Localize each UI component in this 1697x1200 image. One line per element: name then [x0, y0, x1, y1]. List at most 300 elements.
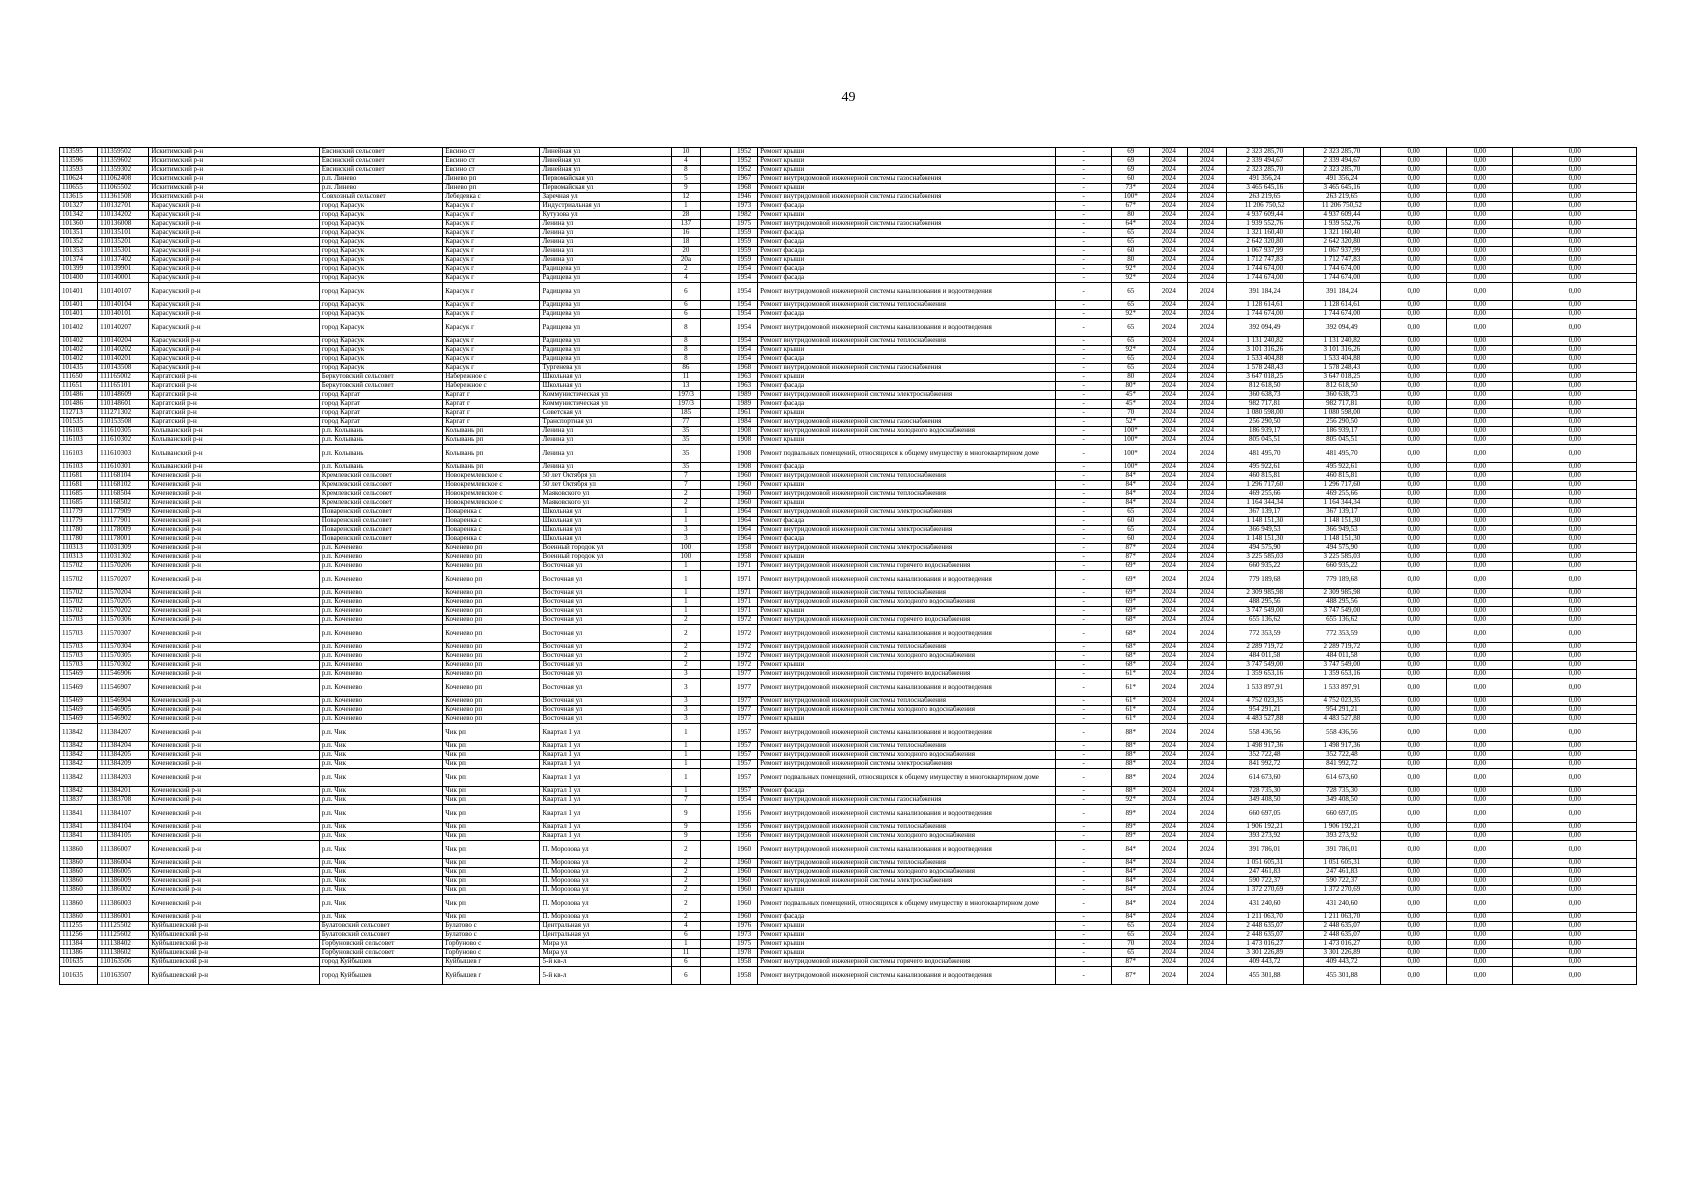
cell-work-id: 111610302	[98, 436, 149, 445]
cell-budget-local: 0,00	[1513, 796, 1637, 805]
cell-work-id: 110148601	[98, 400, 149, 409]
cell-municipality: р.п. Коченево	[319, 571, 442, 589]
cell-work-id: 111138402	[98, 940, 149, 949]
cell-work-type: Ремонт фасада	[758, 382, 1056, 391]
cell-year-built: 1960	[731, 868, 758, 877]
cell-total-cost: 11 206 750,52	[1226, 202, 1303, 211]
cell-municipality: р.п. Чик	[319, 760, 442, 769]
cell-budget-local: 0,00	[1513, 382, 1637, 391]
cell-work-id: 111384209	[98, 760, 149, 769]
cell-budget-federal: 0,00	[1381, 166, 1447, 175]
cell-year-built: 1989	[731, 400, 758, 409]
cell-work-type: Ремонт внутридомовой инженерной системы канализования и водоотведения	[758, 805, 1056, 823]
cell-material: -	[1056, 877, 1112, 886]
table-row	[60, 787, 1637, 796]
cell-street: Ленина ул	[540, 427, 671, 436]
table-row	[60, 490, 1637, 499]
table-row	[60, 418, 1637, 427]
cell-house-number: 2	[671, 859, 700, 868]
cell-budget-local: 0,00	[1513, 544, 1637, 553]
cell-plan-year-start: 2024	[1150, 868, 1188, 877]
cell-budget-local: 0,00	[1513, 310, 1637, 319]
cell-building	[700, 958, 730, 967]
cell-house-number: 4	[671, 157, 700, 166]
cell-fund-amount: 481 495,70	[1303, 445, 1380, 463]
cell-budget-local: 0,00	[1513, 283, 1637, 301]
cell-work-id: 111359302	[98, 166, 149, 175]
cell-total-cost: 366 949,53	[1226, 526, 1303, 535]
cell-wear-percent: 69*	[1112, 607, 1150, 616]
cell-work-id: 111361508	[98, 193, 149, 202]
cell-budget-local: 0,00	[1513, 913, 1637, 922]
table-row	[60, 949, 1637, 958]
cell-work-type: Ремонт крыши	[758, 211, 1056, 220]
cell-municipality: город Карасук	[319, 283, 442, 301]
cell-district: Коченевский р-н	[149, 769, 320, 787]
cell-locality: Поваренка с	[443, 517, 540, 526]
table-row	[60, 796, 1637, 805]
cell-municipality: Евсинский сельсовет	[319, 157, 442, 166]
cell-house-number: 7	[671, 481, 700, 490]
cell-locality: Евсино ст	[443, 166, 540, 175]
cell-year-built: 1972	[731, 625, 758, 643]
cell-work-id: 111570302	[98, 661, 149, 670]
cell-budget-local: 0,00	[1513, 481, 1637, 490]
cell-house-id: 101402	[60, 319, 98, 337]
cell-wear-percent: 67*	[1112, 202, 1150, 211]
cell-house-number: 6	[671, 967, 700, 985]
cell-building	[700, 598, 730, 607]
cell-budget-federal: 0,00	[1381, 157, 1447, 166]
cell-locality: Карасук г	[443, 238, 540, 247]
cell-work-type: Ремонт крыши	[758, 715, 1056, 724]
cell-fund-amount: 3 101 316,26	[1303, 346, 1380, 355]
cell-budget-federal: 0,00	[1381, 373, 1447, 382]
cell-wear-percent: 65	[1112, 526, 1150, 535]
cell-locality: Карасук г	[443, 274, 540, 283]
cell-total-cost: 1 211 063,70	[1226, 913, 1303, 922]
cell-work-id: 111359502	[98, 148, 149, 157]
cell-street: Радищева ул	[540, 310, 671, 319]
cell-house-id: 113841	[60, 832, 98, 841]
cell-fund-amount: 1 067 937,99	[1303, 247, 1380, 256]
cell-budget-federal: 0,00	[1381, 607, 1447, 616]
cell-material: -	[1056, 697, 1112, 706]
cell-locality: Чик рп	[443, 886, 540, 895]
cell-plan-year-end: 2024	[1188, 715, 1226, 724]
cell-year-built: 1954	[731, 346, 758, 355]
cell-budget-federal: 0,00	[1381, 841, 1447, 859]
cell-fund-amount: 1 939 552,76	[1303, 220, 1380, 229]
cell-work-type: Ремонт внутридомовой инженерной системы горячего водоснабжения	[758, 670, 1056, 679]
cell-budget-local: 0,00	[1513, 337, 1637, 346]
cell-budget-federal: 0,00	[1381, 931, 1447, 940]
cell-budget-federal: 0,00	[1381, 391, 1447, 400]
cell-wear-percent: 61*	[1112, 670, 1150, 679]
cell-plan-year-end: 2024	[1188, 301, 1226, 310]
cell-wear-percent: 80	[1112, 211, 1150, 220]
cell-plan-year-start: 2024	[1150, 742, 1188, 751]
cell-house-number: 1	[671, 742, 700, 751]
cell-wear-percent: 61*	[1112, 679, 1150, 697]
cell-district: Коченевский р-н	[149, 742, 320, 751]
cell-budget-local: 0,00	[1513, 643, 1637, 652]
cell-plan-year-start: 2024	[1150, 886, 1188, 895]
cell-budget-local: 0,00	[1513, 355, 1637, 364]
cell-house-id: 111386	[60, 949, 98, 958]
cell-material: -	[1056, 382, 1112, 391]
cell-material: -	[1056, 319, 1112, 337]
cell-building	[700, 445, 730, 463]
cell-budget-local: 0,00	[1513, 364, 1637, 373]
cell-district: Искитимский р-н	[149, 193, 320, 202]
cell-building	[700, 742, 730, 751]
cell-budget-federal: 0,00	[1381, 463, 1447, 472]
cell-house-id: 101399	[60, 265, 98, 274]
cell-municipality: р.п. Чик	[319, 895, 442, 913]
cell-house-id: 111650	[60, 373, 98, 382]
cell-plan-year-start: 2024	[1150, 238, 1188, 247]
cell-locality: Чик рп	[443, 742, 540, 751]
cell-district: Карасукский р-н	[149, 283, 320, 301]
cell-house-id: 101353	[60, 247, 98, 256]
cell-budget-federal: 0,00	[1381, 589, 1447, 598]
cell-work-type: Ремонт внутридомовой инженерной системы электроснабжения	[758, 391, 1056, 400]
cell-plan-year-end: 2024	[1188, 697, 1226, 706]
cell-locality: Коченево рп	[443, 661, 540, 670]
cell-district: Коченевский р-н	[149, 724, 320, 742]
cell-street: Ленина ул	[540, 256, 671, 265]
cell-budget-local: 0,00	[1513, 931, 1637, 940]
cell-locality: Карасук г	[443, 220, 540, 229]
table-row	[60, 760, 1637, 769]
cell-house-id: 115469	[60, 670, 98, 679]
cell-work-type: Ремонт крыши	[758, 184, 1056, 193]
cell-work-id: 111168502	[98, 499, 149, 508]
cell-budget-federal: 0,00	[1381, 895, 1447, 913]
cell-house-id: 116103	[60, 427, 98, 436]
cell-locality: Карасук г	[443, 337, 540, 346]
cell-work-type: Ремонт подвальных помещений, относящихся к общему имуществу в многоквартирном доме	[758, 895, 1056, 913]
cell-budget-regional: 0,00	[1447, 373, 1513, 382]
cell-budget-regional: 0,00	[1447, 355, 1513, 364]
cell-street: Радищева ул	[540, 319, 671, 337]
cell-work-id: 111384203	[98, 769, 149, 787]
cell-plan-year-start: 2024	[1150, 859, 1188, 868]
cell-work-id: 111165002	[98, 373, 149, 382]
cell-wear-percent: 84*	[1112, 913, 1150, 922]
cell-material: -	[1056, 760, 1112, 769]
cell-house-number: 2	[671, 868, 700, 877]
cell-district: Карасукский р-н	[149, 202, 320, 211]
cell-house-id: 111255	[60, 922, 98, 931]
cell-total-cost: 3 101 316,26	[1226, 346, 1303, 355]
cell-fund-amount: 247 461,83	[1303, 868, 1380, 877]
cell-material: -	[1056, 841, 1112, 859]
cell-budget-federal: 0,00	[1381, 418, 1447, 427]
cell-year-built: 1960	[731, 859, 758, 868]
cell-building	[700, 463, 730, 472]
cell-district: Искитимский р-н	[149, 166, 320, 175]
cell-wear-percent: 65	[1112, 229, 1150, 238]
cell-budget-regional: 0,00	[1447, 184, 1513, 193]
cell-budget-federal: 0,00	[1381, 481, 1447, 490]
cell-work-type: Ремонт подвальных помещений, относящихся к общему имуществу в многоквартирном доме	[758, 769, 1056, 787]
cell-house-id: 101342	[60, 211, 98, 220]
cell-fund-amount: 1 906 192,21	[1303, 823, 1380, 832]
cell-plan-year-start: 2024	[1150, 148, 1188, 157]
cell-house-number: 4	[671, 922, 700, 931]
cell-street: Заречная ул	[540, 193, 671, 202]
cell-house-id: 110624	[60, 175, 98, 184]
cell-municipality: р.п. Коченево	[319, 715, 442, 724]
cell-work-type: Ремонт внутридомовой инженерной системы канализования и водоотведения	[758, 283, 1056, 301]
cell-wear-percent: 73*	[1112, 184, 1150, 193]
cell-budget-local: 0,00	[1513, 922, 1637, 931]
cell-street: Квартал 1 ул	[540, 787, 671, 796]
cell-locality: Коченево рп	[443, 643, 540, 652]
cell-plan-year-end: 2024	[1188, 940, 1226, 949]
cell-year-built: 1977	[731, 679, 758, 697]
cell-fund-amount: 812 618,50	[1303, 382, 1380, 391]
cell-municipality: город Каргат	[319, 409, 442, 418]
cell-house-number: 3	[671, 706, 700, 715]
table-row	[60, 958, 1637, 967]
cell-year-built: 1975	[731, 220, 758, 229]
cell-house-number: 3	[671, 715, 700, 724]
cell-municipality: р.п. Чик	[319, 859, 442, 868]
cell-budget-local: 0,00	[1513, 940, 1637, 949]
cell-plan-year-start: 2024	[1150, 436, 1188, 445]
cell-municipality: р.п. Коченево	[319, 562, 442, 571]
cell-street: Восточная ул	[540, 598, 671, 607]
cell-building	[700, 859, 730, 868]
cell-locality: Чик рп	[443, 841, 540, 859]
cell-total-cost: 469 255,66	[1226, 490, 1303, 499]
cell-budget-local: 0,00	[1513, 472, 1637, 481]
cell-district: Куйбышевский р-н	[149, 949, 320, 958]
cell-year-built: 1960	[731, 499, 758, 508]
cell-total-cost: 779 189,68	[1226, 571, 1303, 589]
cell-plan-year-end: 2024	[1188, 346, 1226, 355]
cell-budget-regional: 0,00	[1447, 436, 1513, 445]
cell-budget-regional: 0,00	[1447, 490, 1513, 499]
table-row	[60, 184, 1637, 193]
cell-building	[700, 769, 730, 787]
cell-wear-percent: 69*	[1112, 571, 1150, 589]
cell-street: Тургенева ул	[540, 364, 671, 373]
cell-locality: Карасук г	[443, 319, 540, 337]
cell-work-id: 110140204	[98, 337, 149, 346]
cell-budget-local: 0,00	[1513, 409, 1637, 418]
cell-year-built: 1977	[731, 706, 758, 715]
cell-plan-year-end: 2024	[1188, 535, 1226, 544]
cell-budget-local: 0,00	[1513, 175, 1637, 184]
cell-street: Восточная ул	[540, 607, 671, 616]
cell-plan-year-start: 2024	[1150, 481, 1188, 490]
cell-budget-local: 0,00	[1513, 751, 1637, 760]
cell-plan-year-start: 2024	[1150, 589, 1188, 598]
cell-year-built: 1960	[731, 841, 758, 859]
cell-municipality: р.п. Коченево	[319, 553, 442, 562]
cell-municipality: р.п. Коченево	[319, 544, 442, 553]
cell-locality: Карасук г	[443, 364, 540, 373]
cell-wear-percent: 60	[1112, 535, 1150, 544]
cell-district: Колыванский р-н	[149, 427, 320, 436]
cell-plan-year-start: 2024	[1150, 895, 1188, 913]
cell-house-id: 101402	[60, 355, 98, 364]
cell-budget-federal: 0,00	[1381, 679, 1447, 697]
cell-building	[700, 877, 730, 886]
cell-total-cost: 460 815,81	[1226, 472, 1303, 481]
cell-locality: Чик рп	[443, 823, 540, 832]
cell-total-cost: 4 752 023,35	[1226, 697, 1303, 706]
cell-district: Коченевский р-н	[149, 661, 320, 670]
cell-locality: Каргат г	[443, 418, 540, 427]
cell-total-cost: 1 372 270,69	[1226, 886, 1303, 895]
cell-plan-year-end: 2024	[1188, 769, 1226, 787]
cell-total-cost: 1 578 248,43	[1226, 364, 1303, 373]
cell-municipality: р.п. Чик	[319, 751, 442, 760]
cell-house-id: 115703	[60, 652, 98, 661]
cell-total-cost: 1 148 151,30	[1226, 517, 1303, 526]
cell-total-cost: 728 735,30	[1226, 787, 1303, 796]
cell-building	[700, 868, 730, 877]
cell-district: Коченевский р-н	[149, 526, 320, 535]
cell-locality: Коченево рп	[443, 616, 540, 625]
cell-municipality: р.п. Коченево	[319, 661, 442, 670]
cell-house-id: 111780	[60, 535, 98, 544]
cell-plan-year-start: 2024	[1150, 922, 1188, 931]
cell-street: Радищева ул	[540, 265, 671, 274]
cell-budget-local: 0,00	[1513, 769, 1637, 787]
cell-plan-year-start: 2024	[1150, 535, 1188, 544]
cell-fund-amount: 954 291,21	[1303, 706, 1380, 715]
cell-fund-amount: 1 321 160,40	[1303, 229, 1380, 238]
cell-street: Военный городок ул	[540, 553, 671, 562]
cell-municipality: Беркутовский сельсовет	[319, 373, 442, 382]
cell-total-cost: 247 461,83	[1226, 868, 1303, 877]
cell-budget-regional: 0,00	[1447, 895, 1513, 913]
cell-work-id: 110135201	[98, 238, 149, 247]
cell-wear-percent: 45*	[1112, 391, 1150, 400]
cell-district: Карасукский р-н	[149, 229, 320, 238]
cell-building	[700, 202, 730, 211]
cell-municipality: город Карасук	[319, 301, 442, 310]
cell-total-cost: 1 359 653,16	[1226, 670, 1303, 679]
cell-district: Коченевский р-н	[149, 544, 320, 553]
table-row	[60, 940, 1637, 949]
cell-wear-percent: 65	[1112, 355, 1150, 364]
cell-plan-year-start: 2024	[1150, 931, 1188, 940]
cell-fund-amount: 349 408,50	[1303, 796, 1380, 805]
cell-wear-percent: 84*	[1112, 490, 1150, 499]
cell-year-built: 1964	[731, 526, 758, 535]
cell-locality: Чик рп	[443, 913, 540, 922]
cell-house-number: 6	[671, 301, 700, 310]
cell-budget-local: 0,00	[1513, 616, 1637, 625]
cell-wear-percent: 84*	[1112, 472, 1150, 481]
cell-work-type: Ремонт фасада	[758, 400, 1056, 409]
cell-total-cost: 3 225 585,03	[1226, 553, 1303, 562]
table-row	[60, 913, 1637, 922]
cell-fund-amount: 391 786,01	[1303, 841, 1380, 859]
cell-fund-amount: 558 436,56	[1303, 724, 1380, 742]
cell-budget-local: 0,00	[1513, 229, 1637, 238]
cell-work-type: Ремонт крыши	[758, 436, 1056, 445]
cell-budget-local: 0,00	[1513, 157, 1637, 166]
cell-municipality: Булатовский сельсовет	[319, 931, 442, 940]
cell-material: -	[1056, 553, 1112, 562]
cell-building	[700, 301, 730, 310]
cell-budget-local: 0,00	[1513, 661, 1637, 670]
cell-municipality: Евсинский сельсовет	[319, 166, 442, 175]
cell-plan-year-start: 2024	[1150, 787, 1188, 796]
cell-total-cost: 431 240,60	[1226, 895, 1303, 913]
cell-total-cost: 488 295,56	[1226, 598, 1303, 607]
cell-district: Коченевский р-н	[149, 571, 320, 589]
cell-plan-year-start: 2024	[1150, 301, 1188, 310]
cell-municipality: город Карасук	[319, 220, 442, 229]
cell-material: -	[1056, 166, 1112, 175]
cell-house-id: 115703	[60, 643, 98, 652]
cell-wear-percent: 100*	[1112, 445, 1150, 463]
cell-year-built: 1960	[731, 886, 758, 895]
cell-district: Карасукский р-н	[149, 256, 320, 265]
cell-work-id: 110135101	[98, 229, 149, 238]
cell-street: Радищева ул	[540, 346, 671, 355]
cell-municipality: город Каргат	[319, 418, 442, 427]
cell-budget-federal: 0,00	[1381, 301, 1447, 310]
cell-fund-amount: 1 051 605,31	[1303, 859, 1380, 868]
cell-work-id: 111546906	[98, 670, 149, 679]
cell-locality: Коченево рп	[443, 670, 540, 679]
cell-work-id: 111383708	[98, 796, 149, 805]
cell-plan-year-end: 2024	[1188, 382, 1226, 391]
cell-work-id: 111271302	[98, 409, 149, 418]
cell-street: П. Морозова ул	[540, 859, 671, 868]
cell-work-id: 111065502	[98, 184, 149, 193]
cell-plan-year-start: 2024	[1150, 499, 1188, 508]
cell-locality: Коченево рп	[443, 562, 540, 571]
cell-building	[700, 364, 730, 373]
cell-locality: Колывань рп	[443, 427, 540, 436]
cell-house-id: 101401	[60, 301, 98, 310]
cell-fund-amount: 2 309 985,98	[1303, 589, 1380, 598]
cell-plan-year-start: 2024	[1150, 256, 1188, 265]
cell-building	[700, 940, 730, 949]
cell-work-id: 111384105	[98, 832, 149, 841]
table-row	[60, 382, 1637, 391]
cell-municipality: город Каргат	[319, 400, 442, 409]
cell-street: 5-й кв-л	[540, 967, 671, 985]
cell-plan-year-start: 2024	[1150, 373, 1188, 382]
cell-building	[700, 931, 730, 940]
cell-house-number: 137	[671, 220, 700, 229]
cell-budget-regional: 0,00	[1447, 166, 1513, 175]
cell-budget-regional: 0,00	[1447, 400, 1513, 409]
cell-material: -	[1056, 301, 1112, 310]
cell-street: Восточная ул	[540, 670, 671, 679]
cell-house-number: 1	[671, 751, 700, 760]
cell-street: Линейная ул	[540, 157, 671, 166]
table-row	[60, 706, 1637, 715]
cell-wear-percent: 87*	[1112, 967, 1150, 985]
cell-year-built: 1952	[731, 148, 758, 157]
cell-street: Радищева ул	[540, 337, 671, 346]
cell-budget-local: 0,00	[1513, 742, 1637, 751]
cell-year-built: 1959	[731, 238, 758, 247]
